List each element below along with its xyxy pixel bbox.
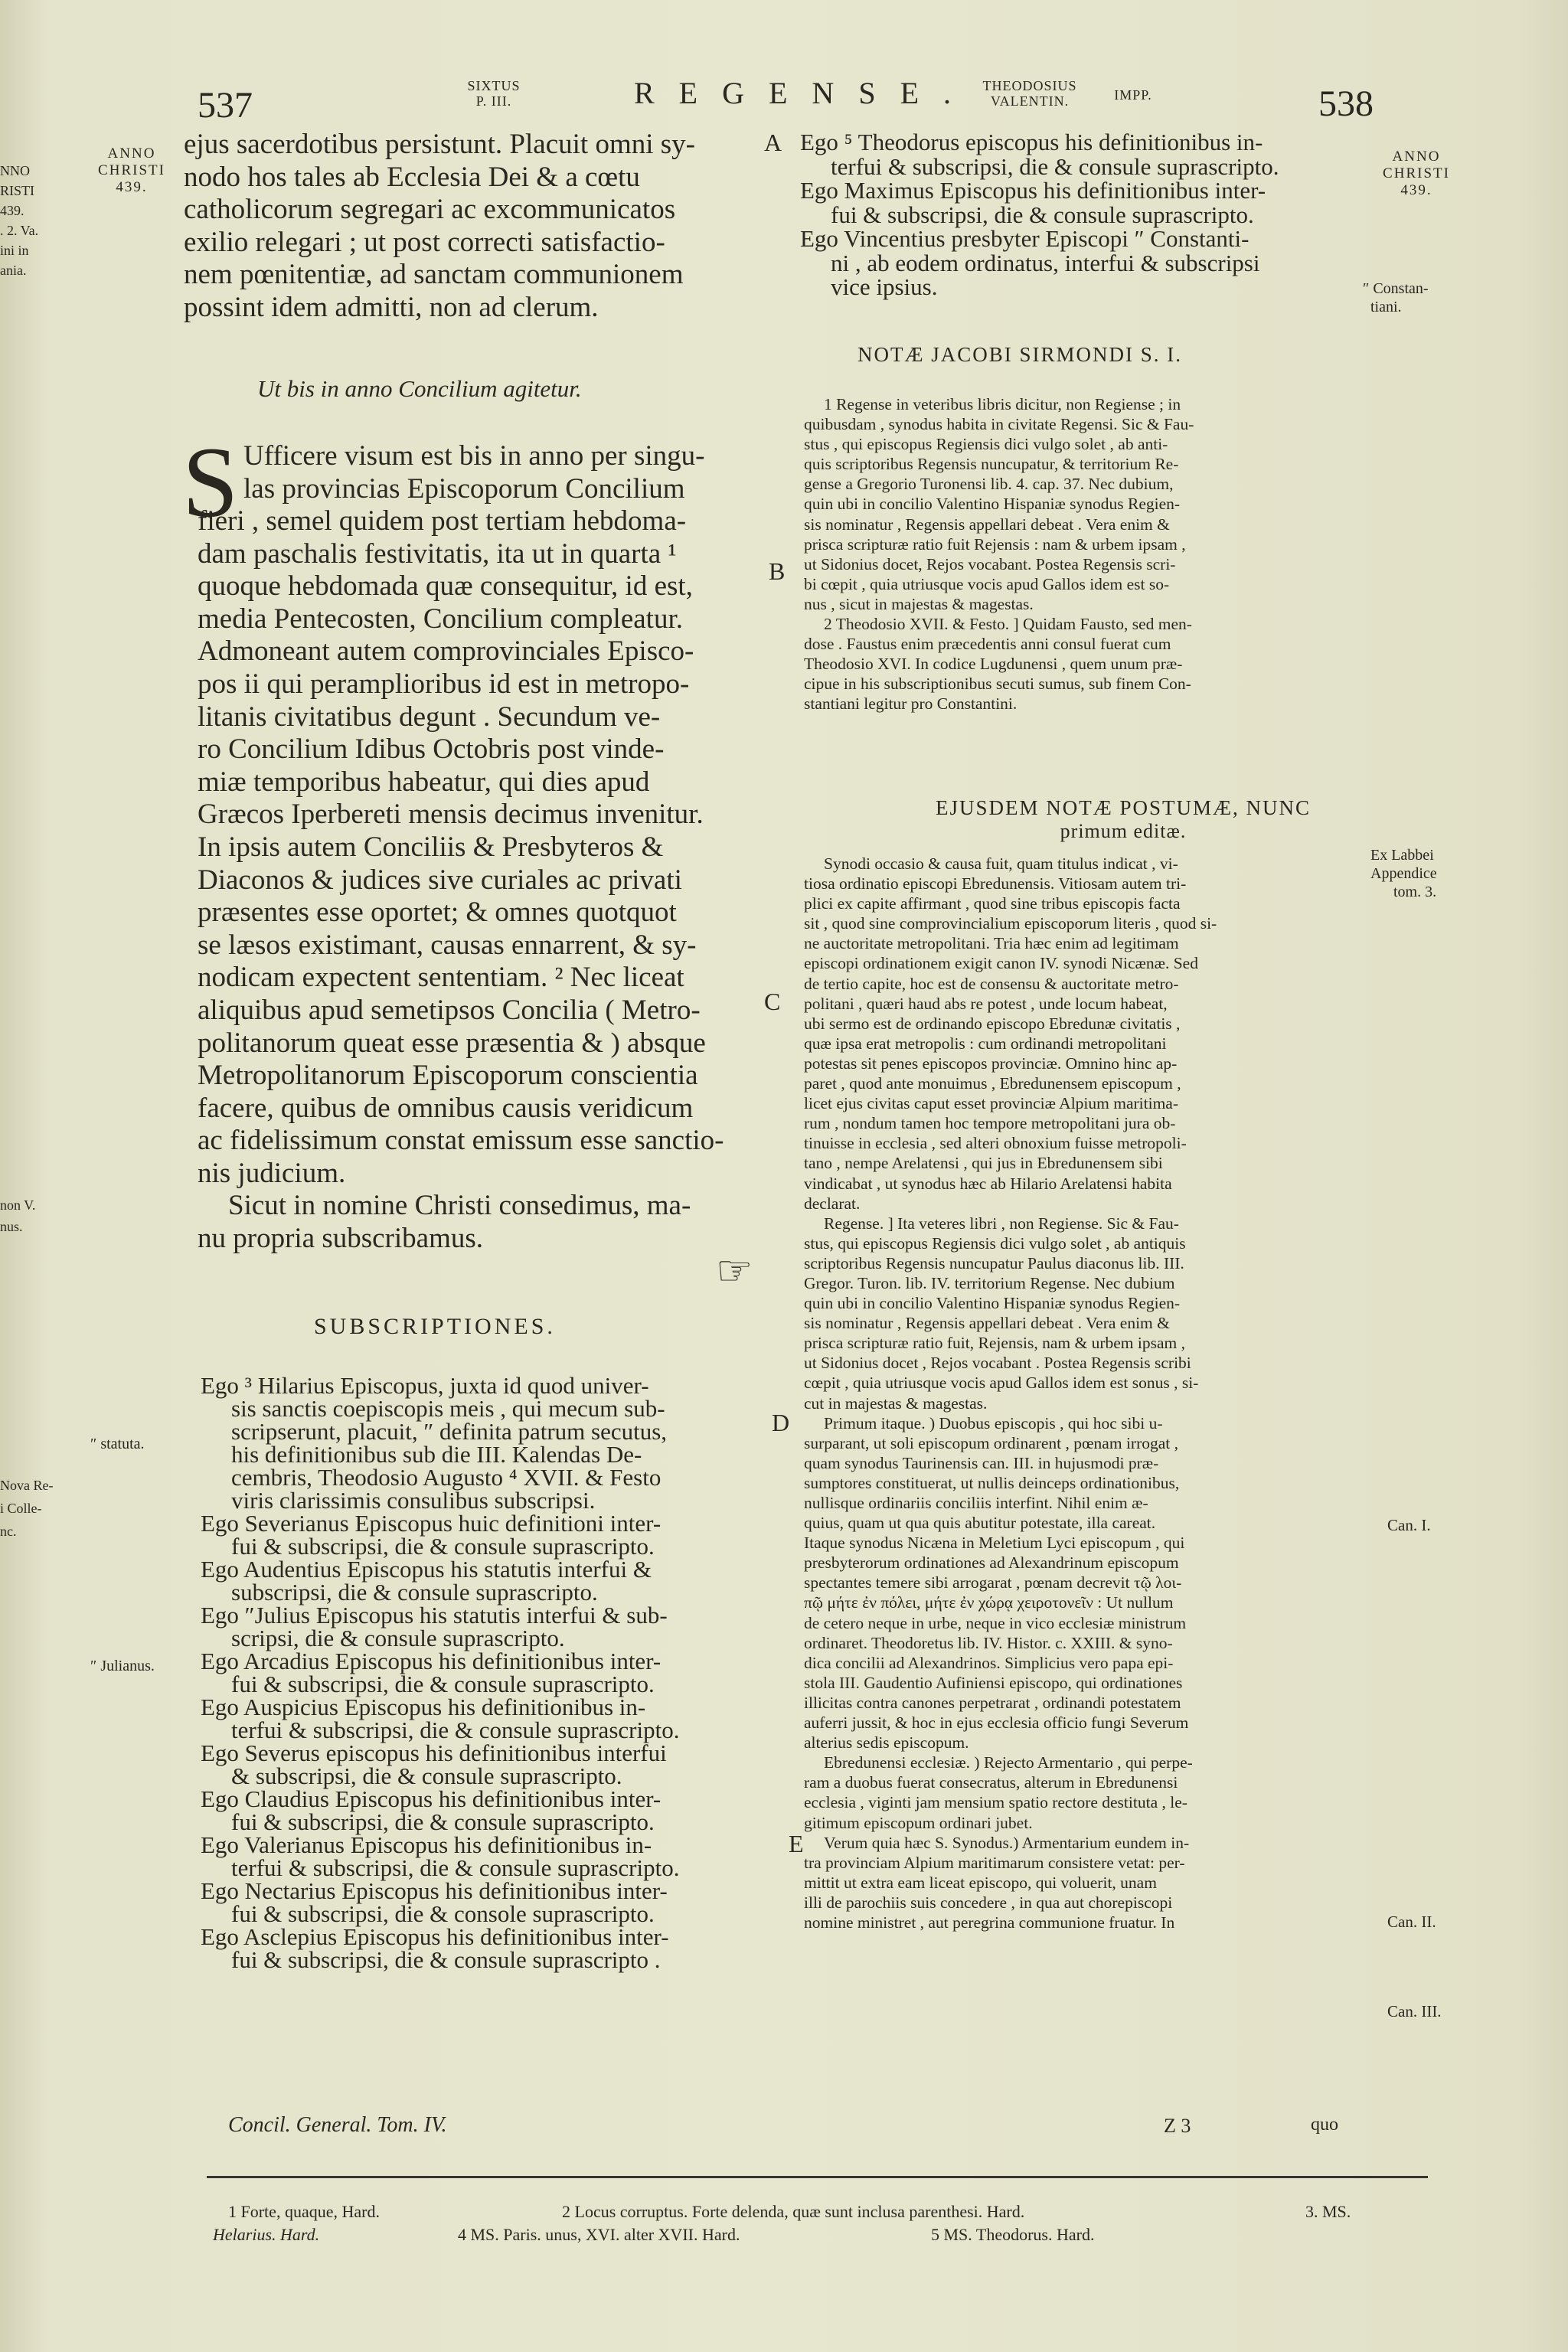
left-page-number: 537 <box>198 85 253 126</box>
header-pope <box>459 78 528 109</box>
header-impp: IMPP. <box>1114 87 1152 103</box>
drop-cap: S <box>182 426 239 538</box>
signature-line: Concil. General. Tom. IV. <box>228 2113 447 2137</box>
subscriptions-list: Ego ³ Hilarius Episcopus, juxta id quod univer- sis sanctis coepiscopis meis , qui mecum sub- scripserunt, placuit, ″ definita patrum secutus, his definitionibus sub die III. Kalendas De- cembris, Theodosio Augusto ⁴ XVII. & Festo viris clarissimis consulibus subscripsi. Ego Severianus Episcopus huic definitioni inter- fui & subscripsi, die & consule suprascripto. Ego Audentius Episcopus his statutis interfui & subscripsi, die & consule suprascripto. Ego ″Julius Episcopus his statutis interfui & sub- scripsi, die & consule suprascripto. Ego Arcadius Episcopus his definitionibus inter- fui & subscripsi, die & consule suprascripto. Ego Auspicius Episcopus his definitionibus in- terfui & subscripsi, die & consule suprascripto. Ego Severus episcopus his definitionibus interfui & subscripsi, die & consule suprascripto. Ego Claudius Episcopus his definitionibus inter- fui & subscripsi, die & consule suprascripto. Ego Valerianus Episcopus his definitionibus in- terfui & subscripsi, die & consule suprascripto. Ego Nectarius Episcopus his definitionibus inter- fui & subscripsi, die & console suprascripto. Ego Asclepius Episcopus his definitionibus inter- fui & subscripsi, die & consule suprascripto . <box>201 1372 680 1973</box>
subscriptiones-heading: SUBSCRIPTIONES. <box>314 1314 556 1339</box>
previous-page-margin-low: Nova Re- i Colle- nc. <box>0 1478 54 1539</box>
margin-note-constantiani: ″ Constan- tiani. <box>1363 280 1429 315</box>
anno-christi-left: ANNO CHRISTI 439. <box>98 145 165 195</box>
running-title: REGENSE. <box>634 76 975 110</box>
margin-note-can1: Can. I. <box>1387 1516 1431 1534</box>
chapter-heading: Ut bis in anno Concilium agitetur. <box>257 375 582 402</box>
previous-page-margin-mid: non V. nus. <box>0 1197 36 1234</box>
footnote-3-cont: Helarius. Hard. <box>213 2225 320 2244</box>
catchword: quo <box>1311 2115 1338 2135</box>
header-sixtus: SIXTUS <box>467 78 521 93</box>
footnote-5: 5 MS. Theodorus. Hard. <box>931 2225 1095 2244</box>
section-letter-a: A <box>764 129 782 156</box>
header-emperors <box>953 78 1106 109</box>
section-letter-e: E <box>789 1830 804 1857</box>
right-page-number: 538 <box>1318 83 1374 124</box>
margin-note-labbei: Ex Labbei Appendice tom. 3. <box>1370 847 1437 900</box>
footnote-2: 2 Locus corruptus. Forte delenda, quæ sunt inclusa parenthesi. Hard. <box>562 2202 1025 2221</box>
header-valentin: VALENTIN. <box>990 93 1070 109</box>
footnote-4: 4 MS. Paris. unus, XVI. alter XVII. Hard. <box>458 2225 740 2244</box>
sirmond-notes: 1 Regense in veteribus libris dicitur, non Regiense ; in quibusdam , synodus habita in civitate Regensi. Sic & Fau- stus , qui episcopus Regiensis dici vulgo solet , ab anti- quis scriptoribus Regensis nuncupatur, & territorium Re- gense a Gregorio Turonensi lib. 4. cap. 37. Nec dubium, quin ubi in concilio Valentino Hispaniæ synodus Regien- sis nominatur , Regensis appellari debeat . Vera enim & prisca scripturæ ratio fuit Rejensis : nam & urbem ipsam , ut Sidonius docet, Rejos vocabant. Postea Regensis scri- bi cœpit , quia utriusque vocis apud Gallos idem est so- nus , sicut in majestas & magestas. 2 Theodosio XVII. & Festo. ] Quidam Fausto, sed men- dose . Faustus enim præcedentis anni consul fuerat cum Theodosio XVI. In codice Lugdunensi , quem unum præ- cipue in his subscriptionibus secuti sumus, sub finem Con- stantiani legitur pro Constantini. <box>804 395 1194 714</box>
canon-text: fieri , semel quidem post tertiam hebdoma- dam paschalis festivitatis, ita ut in quarta ¹ quoque hebdomada quæ consequitur, id est, media Pentecosten, Concilium compleatur. Admoneant autem comprovinciales Episco- pos ii qui peramplioribus id est in metropo- litanis civitatibus degunt . Secundum ve- ro Concilium Idibus Octobris post vinde- miæ temporibus habeatur, qui dies apud Græcos Iperbereti mensis decimus invenitur. In ipsis autem Conciliis & Presbyteros & Diaconos & judices sive curiales ac privati præsentes esse oportet; & omnes quotquot se læsos existimant, causas ennarrent, & sy- nodicam expectent sententiam. ² Nec liceat aliquibus apud semetipsos Concilia ( Metro- politanorum queat esse præsentia & ) absque Metropolitanorum Episcoporum conscientia facere, quibus de omnibus causis veridicum ac fidelissimum constat emissum esse sanctio- nis judicium. Sicut in nomine Christi consedimus, ma- nu propria subscribamus. <box>198 505 724 1255</box>
header-pope-number: P. III. <box>475 93 512 109</box>
anno-christi-right: ANNO CHRISTI 439. <box>1383 149 1450 198</box>
canon-opening-lines: Ufficere visum est bis in anno per singu- las provincias Episcoporum Concilium <box>243 440 705 505</box>
section-letter-b: B <box>769 557 786 585</box>
manicule-icon: ☞ <box>716 1248 753 1294</box>
margin-note-can3: Can. III. <box>1387 2002 1442 2020</box>
footnotes <box>213 2201 1453 2247</box>
section-letter-c: C <box>764 988 781 1015</box>
footnote-1: 1 Forte, quaque, Hard. <box>228 2202 380 2221</box>
postumae-notes: Synodi occasio & causa fuit, quam titulus indicat , vi- tiosa ordinatio episcopi Ebredunensis. Vitiosam autem tri- plici ex capite affirmant , quod sine tribus episcopis facta sit , quod sine comprovincialium episcoporum literis , quod si- ne auctoritate metropolitani. Tria hæc enim ad legitimam episcopi ordinationem exigit canon IV. synodi Nicænæ. Sed de tertio capite, hoc est de consensu & auctoritate metro- politani , quæri haud abs re potest , unde locum habeat, ubi sermo est de ordinando episcopo Ebredunæ civitatis , quæ ipsa erat metropolis : cum ordinandi metropolitani potestas sit penes episcopos provinciæ. Omnino hinc ap- paret , quod ante monuimus , Ebredunensem episcopum , licet ejus civitas caput esset provinciæ Alpium maritima- rum , nondum tamen hoc tempore metropolitani jura ob- tinuisse in ecclesia , sed alteri obnoxium fuisse metropoli- tano , nempe Arelatensi , qui jus in Ebredunensem sibi vindicabat , ut synodus hæc ab Hilario Arelatensi habita declarat. Regense. ] Ita veteres libri , non Regiense. Sic & Fau- stus, qui episcopus Regiensis dici vulgo solet , ab antiquis scriptoribus Regensis nuncupatur Paulus diaconus lib. III. Gregor. Turon. lib. IV. territorium Regense. Nec dubium quin ubi in concilio Valentino Hispaniæ synodus Regien- sis nominatur , Regensis appellari debeat . Vera enim & prisca scripturæ ratio fuit, Rejensis, nam & urbem ipsam , ut Sidonius docet , Rejos vocabant . Postea Regensis scribi cœpit , quia utriusque vocis apud Gallos idem est sonus , si- cut in majestas & magestas. Primum itaque. ) Duobus episcopis , qui hoc sibi u- surparant, ut soli episcopum ordinarent , pœnam irrogat , quam synodus Taurinensis can. III. in hujusmodi præ- sumptores constituerat, ut nullis deinceps ordinationibus, nullisque ordinariis conciliis interfint. Nihil enim æ- quius, quam ut qua quis abutitur potestate, illa careat. Itaque synodus Nicæna in Meletium Lyci episcopum , qui presbyterorum ordinationes ad Alexandrinum episcopum spectantes temere sibi arrogarat , pœnam decrevit τῷ λοι- πῷ μήτε ἐν πόλει, μήτε ἐν χώρᾳ χειροτονεῖν : Ut nullum de cetero neque in urbe, neque in vico ecclesiæ ministrum ordinaret. Theodoretus lib. IV. Histor. c. XXIII. & syno- dica concilii ad Alexandrinos. Simplicius vero papa epi- stola III. Gaudentio Aufiniensi episcopo, qui ordinationes illicitas contra canones perpetrarat , ordinandi potestatem auferri jussit, & hoc in ejus ecclesia officio fungi Severum alterius sedis episcopum. Ebredunensi ecclesiæ. ) Rejecto Armentario , qui perpe- ram a duobus fuerat consecratus, alterum in Ebredunensi ecclesia , viginti jam mensium spatio rectore destituta , le- gitimum episcopum ordinari jubet. Verum quia hæc S. Synodus.) Armentarium eundem in- tra provinciam Alpium maritimarum consistere vetat: per- mittit ut extra eam liceat episcopo, qui voluerit, unam illi de parochiis suis concedere , in qua aut chorepiscopi nomine ministret , aut peregrina communione fruatur. In <box>804 854 1217 1932</box>
footnote-3: 3. MS. <box>1305 2202 1351 2221</box>
previous-page-margin-top: NNO RISTI 439. . 2. Va. ini in ania. <box>0 163 39 278</box>
signature-mark: Z 3 <box>1164 2115 1191 2137</box>
margin-note-can2: Can. II. <box>1387 1913 1436 1931</box>
margin-note-statuta: ″ statuta. <box>90 1436 145 1452</box>
postumae-heading: EJUSDEM NOTÆ POSTUMÆ, NUNC primum editæ. <box>935 796 1312 842</box>
footnote-rule <box>207 2176 1428 2178</box>
section-letter-d: D <box>772 1409 790 1436</box>
canon-end-paragraph: ejus sacerdotibus persistunt. Placuit omni sy- nodo hos tales ab Ecclesia Dei & a cœtu catholicorum segregari ac excommunicatos exilio relegari ; ut post correcti satisfactio- nem pœnitentiæ, ad sanctam communionem possint idem admitti, non ad clerum. <box>184 129 695 323</box>
margin-note-julianus: ″ Julianus. <box>90 1658 155 1674</box>
right-subscriptions: Ego ⁵ Theodorus episcopus his definitionibus in- terfui & subscripsi, die & consule suprascripto. Ego Maximus Episcopus his definitionibus inter- fui & subscripsi, die & consule suprascripto. Ego Vincentius presbyter Episcopi ″ Constanti- ni , ab eodem ordinatus, interfui & subscripsi vice ipsius. <box>800 129 1279 300</box>
header-theodosius: THEODOSIUS <box>982 78 1077 93</box>
notes-heading: NOTÆ JACOBI SIRMONDI S. I. <box>858 343 1183 366</box>
